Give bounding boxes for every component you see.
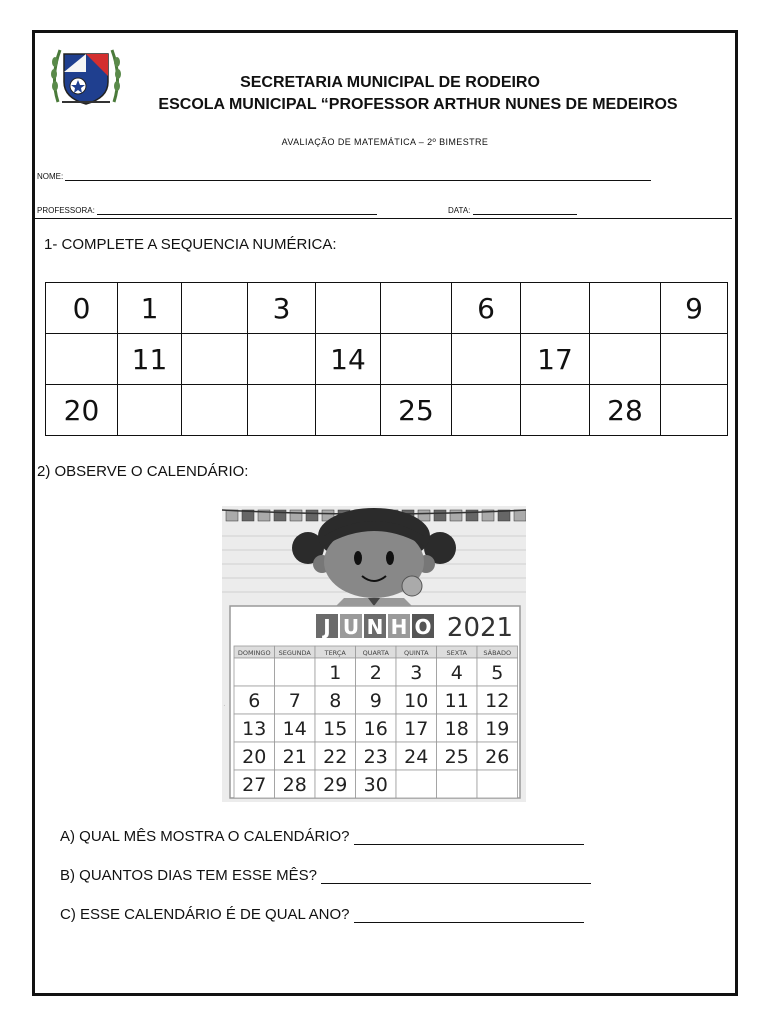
weekday-label: SEGUNDA: [278, 649, 311, 657]
professora-label: PROFESSORA:: [37, 206, 95, 215]
weekday-label: DOMINGO: [237, 649, 271, 657]
calendar-day-number: 22: [323, 746, 348, 768]
sequence-cell: 14: [316, 334, 381, 385]
calendar-day-number: 19: [485, 718, 510, 740]
calendar-day-number: 18: [444, 718, 469, 740]
weekday-label: QUINTA: [403, 649, 429, 657]
calendar-day-number: 27: [242, 774, 267, 796]
question-b-text: B) QUANTOS DIAS TEM ESSE MÊS?: [60, 867, 318, 884]
answer-a-line[interactable]: [354, 844, 584, 845]
sequence-row: [46, 283, 728, 334]
blank-sequence-cell[interactable]: [182, 283, 248, 334]
calendar-day-number: 7: [288, 690, 301, 712]
school-crest-icon: [48, 42, 124, 108]
bunting-flag: [290, 510, 302, 521]
sequence-cell: 6: [452, 283, 521, 334]
data-label: DATA:: [448, 206, 471, 215]
data-field: [448, 206, 577, 215]
blank-sequence-cell[interactable]: [661, 385, 728, 436]
bunting-flag: [434, 510, 446, 521]
month-letter: U: [342, 615, 360, 639]
calendar-day-cell: [275, 658, 316, 686]
question-a: [60, 828, 584, 845]
calendar-day-number: 28: [282, 774, 307, 796]
professora-input-line[interactable]: [97, 214, 377, 215]
blank-sequence-cell[interactable]: [381, 334, 452, 385]
school-name: ESCOLA MUNICIPAL “PROFESSOR ARTHUR NUNES DE MEDEIROS: [158, 96, 678, 113]
sequence-row: [46, 334, 728, 385]
calendar-day-number: 4: [450, 662, 463, 684]
exam-subtitle: AVALIAÇÃO DE MATEMÁTICA – 2º BIMESTRE: [281, 137, 489, 147]
calendar-day-number: 11: [444, 690, 469, 712]
sequence-cell: 20: [46, 385, 118, 436]
blank-sequence-cell[interactable]: [452, 334, 521, 385]
secretaria-title: SECRETARIA MUNICIPAL DE RODEIRO: [240, 74, 540, 91]
calendar-day-number: 25: [444, 746, 469, 768]
month-letter: H: [390, 615, 408, 639]
sequence-cell: 28: [590, 385, 661, 436]
sequence-cell: 11: [118, 334, 182, 385]
blank-sequence-cell[interactable]: [248, 334, 316, 385]
calendar-day-number: 3: [410, 662, 423, 684]
month-letter: J: [323, 615, 331, 639]
calendar-day-number: 12: [485, 690, 510, 712]
calendar-day-number: 23: [363, 746, 388, 768]
sequence-cell: 17: [521, 334, 590, 385]
calendar-day-number: 21: [282, 746, 307, 768]
sequence-row: [46, 385, 728, 436]
calendar-day-cell: [477, 770, 518, 798]
calendar-day-number: 14: [282, 718, 307, 740]
calendar-day-number: 10: [404, 690, 429, 712]
calendar-day-number: 15: [323, 718, 348, 740]
sequence-cell: 9: [661, 283, 728, 334]
nome-field: [37, 172, 651, 181]
calendar-day-number: 9: [369, 690, 382, 712]
blank-sequence-cell[interactable]: [182, 334, 248, 385]
blank-sequence-cell[interactable]: [521, 385, 590, 436]
blank-sequence-cell[interactable]: [521, 283, 590, 334]
blank-sequence-cell[interactable]: [316, 283, 381, 334]
question-b: [60, 867, 591, 884]
sequence-cell: 3: [248, 283, 316, 334]
calendar-day-cell: [396, 770, 437, 798]
blank-sequence-cell[interactable]: [316, 385, 381, 436]
blank-sequence-cell[interactable]: [452, 385, 521, 436]
calendar-day-number: 26: [485, 746, 510, 768]
bunting-flag: [418, 510, 430, 521]
bunting-flag: [514, 510, 526, 521]
calendar-day-number: 30: [363, 774, 388, 796]
calendar-day-cell: [234, 658, 275, 686]
calendar-day-number: 16: [363, 718, 388, 740]
bunting-flag: [226, 510, 238, 521]
calendar-day-number: 13: [242, 718, 267, 740]
number-sequence-table: [45, 282, 728, 436]
weekday-label: QUARTA: [362, 649, 389, 657]
calendar-day-number: 5: [491, 662, 504, 684]
question-c-text: C) ESSE CALENDÁRIO É DE QUAL ANO?: [60, 906, 350, 923]
question-a-text: A) QUAL MÊS MOSTRA O CALENDÁRIO?: [60, 828, 350, 845]
calendar-day-number: 17: [404, 718, 429, 740]
blank-sequence-cell[interactable]: [590, 334, 661, 385]
calendar-day-number: 2: [369, 662, 382, 684]
weekday-label: SEXTA: [446, 649, 467, 657]
answer-b-line[interactable]: [321, 883, 591, 884]
blank-sequence-cell[interactable]: [381, 283, 452, 334]
bunting-flag: [306, 510, 318, 521]
calendar-day-number: 8: [329, 690, 342, 712]
nome-label: NOME:: [37, 172, 64, 181]
calendar-day-number: 20: [242, 746, 267, 768]
month-letter: N: [366, 615, 384, 639]
question-c: [60, 906, 584, 923]
blank-sequence-cell[interactable]: [182, 385, 248, 436]
month-title: [316, 614, 434, 639]
calendar-day-number: 24: [404, 746, 429, 768]
professora-field: [37, 206, 377, 215]
blank-sequence-cell[interactable]: [248, 385, 316, 436]
question-2-title: 2) OBSERVE O CALENDÁRIO:: [37, 463, 249, 480]
calendar-day-number: 6: [248, 690, 261, 712]
sequence-cell: 25: [381, 385, 452, 436]
blank-sequence-cell[interactable]: [661, 334, 728, 385]
blank-sequence-cell[interactable]: [590, 283, 661, 334]
calendar-year: 2021: [446, 613, 514, 643]
sequence-cell: 0: [46, 283, 118, 334]
svg-text:·: ·: [222, 704, 228, 706]
question-1-title: 1- COMPLETE A SEQUENCIA NUMÉRICA:: [44, 236, 337, 253]
calendar-illustration: [222, 506, 526, 802]
calendar-grid: [234, 646, 518, 798]
data-input-line[interactable]: [473, 214, 577, 215]
nome-input-line[interactable]: [65, 180, 651, 181]
weekday-label: TERÇA: [324, 649, 346, 657]
header-divider: [35, 218, 732, 219]
sequence-cell: 1: [118, 283, 182, 334]
weekday-label: SÁBADO: [483, 649, 512, 657]
calendar-day-cell: [437, 770, 478, 798]
answer-c-line[interactable]: [354, 922, 584, 923]
calendar-day-number: 1: [329, 662, 342, 684]
month-letter: O: [414, 615, 432, 639]
bunting-flag: [450, 510, 462, 521]
calendar-day-number: 29: [323, 774, 348, 796]
blank-sequence-cell[interactable]: [118, 385, 182, 436]
blank-sequence-cell[interactable]: [46, 334, 118, 385]
